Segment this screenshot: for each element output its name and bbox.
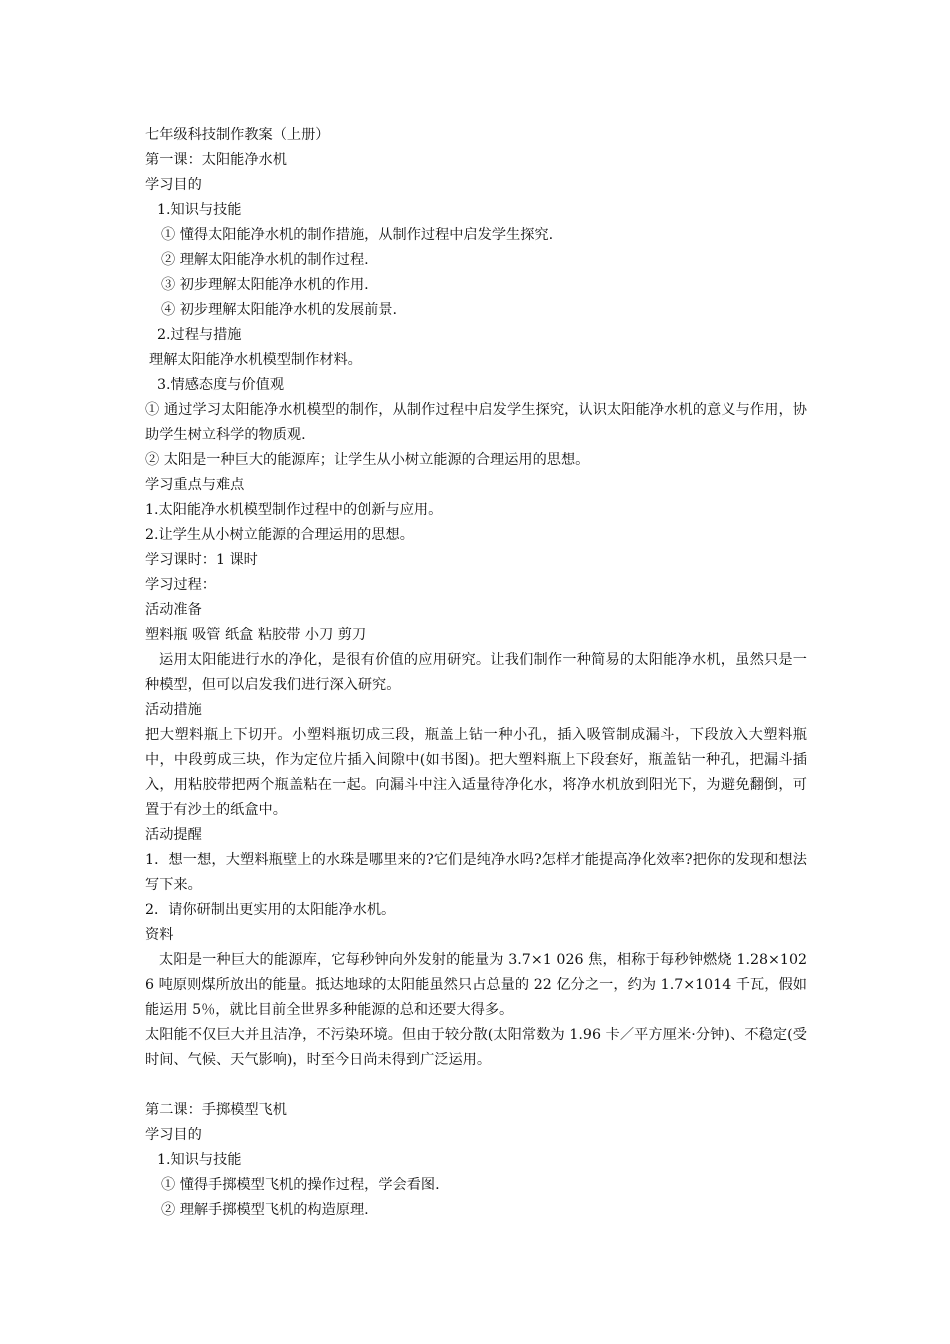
lesson1-emotion-item: ② 太阳是一种巨大的能源库；让学生从小树立能源的合理运用的思想。 [145,452,590,468]
lesson1-key-item: 2.让学生从小树立能源的合理运用的思想。 [145,527,414,543]
lesson1-objectives-heading: 学习目的 [145,177,202,193]
lesson1-knowledge-item: ④ 初步理解太阳能净水机的发展前景. [161,302,398,318]
lesson2-knowledge-heading: 1.知识与技能 [157,1152,242,1168]
lesson1-title: 第一课：太阳能净水机 [145,152,287,168]
lesson1-info-text: 太阳能不仅巨大并且洁净，不污染环境。但由于较分散(太阳常数为 1.96 卡／平方厘米·分钟)、不稳定(受时间、气候、天气影响)，时至今日尚未得到广泛运用。 [145,1027,807,1068]
lesson1-emotion-item: ① 通过学习太阳能净水机模型的制作，从制作过程中启发学生探究，认识太阳能净水机的意义与作用，协助学生树立科学的物质观. [145,402,807,443]
lesson1-tips-heading: 活动提醒 [145,827,202,843]
blank-line [145,1073,807,1098]
document-page [145,123,807,1223]
lesson1-key-heading: 学习重点与难点 [145,477,245,493]
lesson1-emotion-heading: 3.情感态度与价值观 [157,377,285,393]
lesson1-method-text: 把大塑料瓶上下切开。小塑料瓶切成三段，瓶盖上钻一种小孔，插入吸管制成漏斗，下段放入大塑料瓶中，中段剪成三块，作为定位片插入间隙中(如书图)。把大塑料瓶上下段套好，瓶盖钻一种孔，把漏斗插入，用粘胶带把两个瓶盖粘在一起。向漏斗中注入适量待净化水，将净水机放到阳光下，为避免翻倒，可置于有沙土的纸盒中。 [145,727,807,818]
lesson1-knowledge-item: ③ 初步理解太阳能净水机的作用. [161,277,369,293]
lesson2-title: 第二课：手掷模型飞机 [145,1102,287,1118]
lesson2-knowledge-item: ② 理解手掷模型飞机的构造原理. [161,1202,369,1218]
lesson2-objectives-heading: 学习目的 [145,1127,202,1143]
lesson1-knowledge-item: ① 懂得太阳能净水机的制作措施，从制作过程中启发学生探究. [161,227,554,243]
lesson1-knowledge-item: ② 理解太阳能净水机的制作过程. [161,252,369,268]
lesson1-method-heading: 活动措施 [145,702,202,718]
lesson1-tips-item: 2．请你研制出更实用的太阳能净水机。 [145,902,396,918]
lesson1-hours: 学习课时：1 课时 [145,552,258,568]
lesson1-process-text: 理解太阳能净水机模型制作材料。 [149,352,362,368]
lesson1-prep-heading: 活动准备 [145,602,202,618]
lesson1-process-label: 学习过程： [145,577,216,593]
lesson1-key-item: 1.太阳能净水机模型制作过程中的创新与应用。 [145,502,443,518]
document-title: 七年级科技制作教案（上册） [145,127,330,143]
lesson1-tips-item: 1．想一想，大塑料瓶壁上的水珠是哪里来的?它们是纯净水吗?怎样才能提高净化效率?把你的发现和想法写下来。 [145,852,807,893]
lesson2-knowledge-item: ① 懂得手掷模型飞机的操作过程，学会看图. [161,1177,440,1193]
lesson1-knowledge-heading: 1.知识与技能 [157,202,242,218]
lesson1-info-heading: 资料 [145,927,174,943]
lesson1-prep-text: 运用太阳能进行水的净化，是很有价值的应用研究。让我们制作一种简易的太阳能净水机，虽然只是一种模型，但可以启发我们进行深入研究。 [145,652,807,693]
lesson1-materials: 塑料瓶 吸管 纸盒 粘胶带 小刀 剪刀 [145,627,367,643]
lesson1-process-heading: 2.过程与措施 [157,327,242,343]
lesson1-info-text: 太阳是一种巨大的能源库，它每秒钟向外发射的能量为 3.7×1 026 焦，相称于每秒钟燃烧 1.28×1026 吨原则煤所放出的能量。抵达地球的太阳能虽然只占总量的 22 亿分之一，约为 1.7×1014 千瓦，假如能运用 5％，就比目前全世界多种能源的总和还要大得多。 [145,952,807,1018]
